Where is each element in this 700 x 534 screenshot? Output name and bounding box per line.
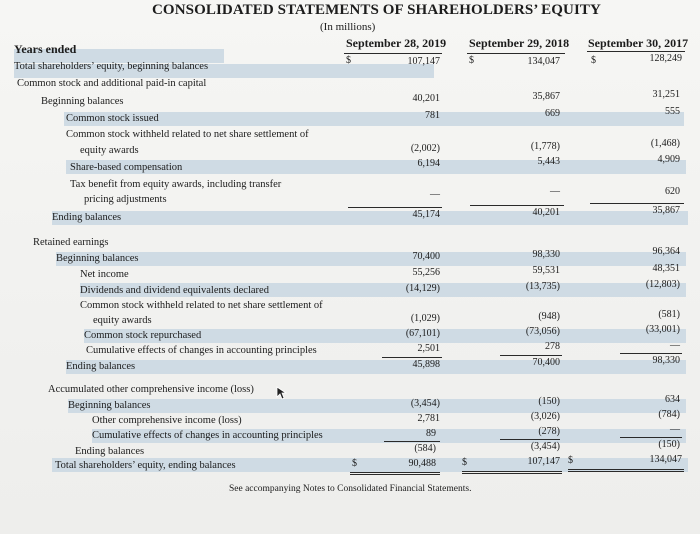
dollar-sign: $: [568, 455, 573, 466]
row-label: Other comprehensive income (loss): [92, 415, 242, 426]
cell-2019: 70,400: [412, 251, 440, 262]
row-label: Beginning balances: [68, 400, 151, 411]
section-header: Retained earnings: [33, 237, 109, 248]
cell-2019: 90,488: [408, 458, 436, 469]
total-rule: [350, 474, 440, 475]
cell-2018: (150): [538, 396, 560, 407]
row-label: Dividends and dividend equivalents declared: [80, 285, 269, 296]
cell-2017: (784): [658, 409, 680, 420]
dollar-sign: $: [462, 457, 467, 468]
cell-2017: 48,351: [652, 263, 680, 274]
row-label: Total shareholders’ equity, beginning balances: [14, 61, 209, 72]
subtotal-rule: [348, 207, 442, 208]
years-ended-label: Years ended: [14, 42, 77, 56]
highlight-band: [52, 211, 688, 225]
row-label-cont: equity awards: [93, 315, 152, 326]
cell-2017: 35,867: [652, 205, 680, 216]
total-rule: [350, 472, 440, 473]
row-label: Ending balances: [52, 212, 122, 223]
cell-2017: —: [670, 424, 680, 435]
cell-2019: 2,501: [417, 343, 440, 354]
cell-2017: (581): [658, 309, 680, 320]
row-label: Beginning balances: [56, 253, 139, 264]
row-label-cont: equity awards: [80, 145, 139, 156]
subtotal-rule: [500, 439, 560, 440]
cell-2018: (948): [538, 311, 560, 322]
cell-2017: 31,251: [652, 89, 680, 100]
subtotal-rule: [382, 357, 442, 358]
row-label: Total shareholders’ equity, ending balances: [55, 460, 236, 471]
page-subtitle: (In millions): [320, 21, 376, 33]
section-header: Common stock and additional paid-in capital: [17, 78, 207, 89]
total-rule: [462, 471, 562, 472]
cell-2017: 634: [665, 394, 680, 405]
header-rule: [467, 53, 565, 54]
cell-2017: (33,001): [645, 324, 680, 335]
cell-2019: 781: [425, 110, 440, 121]
dollar-sign: $: [591, 55, 596, 66]
column-header-2019: September 28, 2019: [346, 36, 447, 50]
cell-2019: 45,174: [412, 209, 440, 220]
cell-2017: 98,330: [652, 355, 680, 366]
arrow-cursor-icon: [276, 386, 288, 400]
header-rule: [344, 53, 442, 54]
cell-2017: 128,249: [649, 53, 682, 64]
cell-2019: (2,002): [410, 143, 440, 154]
subtotal-rule: [620, 437, 682, 438]
row-label: Share-based compensation: [70, 162, 183, 173]
header-rule: [587, 51, 685, 52]
cell-2018: (73,056): [525, 326, 560, 337]
cell-2018: 98,330: [532, 249, 560, 260]
cell-2017: 134,047: [649, 454, 682, 465]
row-label: Ending balances: [66, 361, 136, 372]
cell-2018: 59,531: [532, 265, 560, 276]
cell-2019: 107,147: [407, 56, 440, 67]
row-label: Cumulative effects of changes in accounting principles: [86, 345, 317, 356]
subtotal-rule: [500, 355, 562, 356]
total-rule: [568, 471, 684, 472]
row-label-cont: pricing adjustments: [84, 194, 167, 205]
cell-2019: (3,454): [410, 398, 440, 409]
total-rule: [462, 473, 562, 474]
dollar-sign: $: [346, 55, 351, 66]
cell-2018: (3,454): [530, 441, 560, 452]
cell-2018: 278: [545, 341, 560, 352]
cell-2018: 70,400: [532, 357, 560, 368]
subtotal-rule: [470, 205, 564, 206]
subtotal-rule: [620, 353, 682, 354]
row-label: Common stock withheld related to net share settlement of: [80, 300, 323, 311]
highlight-band: [66, 360, 686, 374]
cell-2019: (14,129): [405, 283, 440, 294]
total-rule: [568, 469, 684, 470]
column-header-2018: September 29, 2018: [469, 36, 570, 50]
subtotal-rule: [384, 441, 440, 442]
cell-2018: 134,047: [527, 56, 560, 67]
cell-2017: (1,468): [650, 138, 680, 149]
subtotal-rule: [590, 203, 684, 204]
cell-2018: 40,201: [532, 207, 560, 218]
row-label: Ending balances: [75, 446, 145, 457]
cell-2018: (3,026): [530, 411, 560, 422]
cell-2019: (584): [414, 443, 436, 454]
cell-2018: (278): [538, 426, 560, 437]
highlight-band: [56, 252, 686, 266]
cell-2019: 2,781: [417, 413, 440, 424]
row-label: Common stock issued: [66, 113, 159, 124]
page-title: CONSOLIDATED STATEMENTS OF SHAREHOLDERS’ EQUITY: [152, 2, 601, 18]
column-header-2017: September 30, 2017: [588, 36, 689, 50]
dollar-sign: $: [352, 458, 357, 469]
row-label: Common stock withheld related to net share settlement of: [66, 129, 309, 140]
cell-2019: 89: [426, 428, 436, 439]
highlight-band: [68, 399, 686, 413]
cell-2018: 107,147: [527, 456, 560, 467]
row-label: Beginning balances: [41, 96, 124, 107]
cell-2019: —: [430, 189, 440, 200]
section-header: Accumulated other comprehensive income (loss): [48, 384, 254, 395]
row-label: Net income: [80, 269, 129, 280]
cell-2018: 35,867: [532, 91, 560, 102]
cell-2018: —: [550, 186, 560, 197]
cell-2019: 45,898: [412, 359, 440, 370]
cell-2017: (12,803): [645, 279, 680, 290]
cell-2018: 669: [545, 108, 560, 119]
row-label: Common stock repurchased: [84, 330, 202, 341]
cell-2017: 555: [665, 106, 680, 117]
cell-2018: (13,735): [525, 281, 560, 292]
row-label: Tax benefit from equity awards, including transfer: [70, 179, 282, 190]
row-label: Cumulative effects of changes in accounting principles: [92, 430, 323, 441]
cell-2017: —: [670, 340, 680, 351]
cell-2018: (1,778): [530, 141, 560, 152]
dollar-sign: $: [469, 55, 474, 66]
cell-2019: 55,256: [412, 267, 440, 278]
cell-2017: 96,364: [652, 246, 680, 257]
cell-2019: (67,101): [405, 328, 440, 339]
cell-2017: 4,909: [657, 154, 680, 165]
cell-2019: 6,194: [417, 158, 440, 169]
cell-2017: (150): [658, 439, 680, 450]
cell-2019: 40,201: [412, 93, 440, 104]
cell-2017: 620: [665, 186, 680, 197]
footnote: See accompanying Notes to Consolidated Financial Statements.: [229, 484, 472, 494]
cell-2018: 5,443: [537, 156, 560, 167]
cell-2019: (1,029): [410, 313, 440, 324]
